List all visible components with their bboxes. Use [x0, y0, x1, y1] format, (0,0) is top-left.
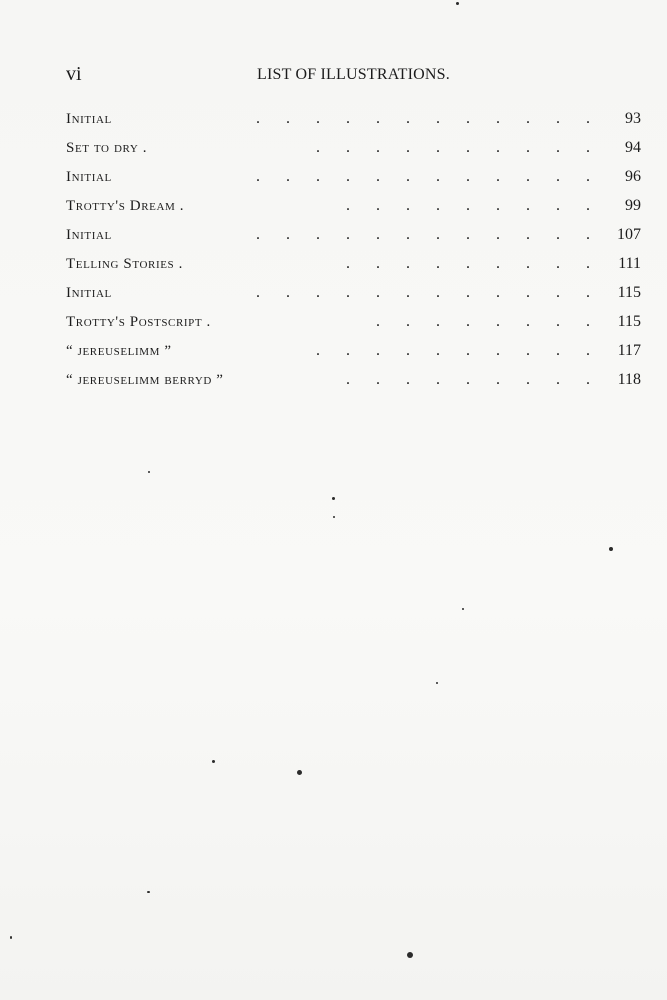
- entry-title: Telling Stories .: [66, 256, 183, 272]
- entry-page: 111: [618, 255, 641, 272]
- scan-speck: [436, 682, 438, 684]
- scan-speck: [456, 2, 459, 5]
- scan-speck: [147, 891, 150, 893]
- list-item: [66, 311, 641, 340]
- list-item: [66, 224, 641, 253]
- scan-speck: [407, 952, 413, 958]
- dot-leader: . . . . . . . . .: [346, 197, 601, 214]
- illustrations-list: [66, 108, 641, 398]
- entry-title: Trotty's Postscript .: [66, 314, 211, 330]
- list-item: [66, 253, 641, 282]
- dot-leader: . . . . . . . . . .: [316, 139, 601, 156]
- list-item: [66, 108, 641, 137]
- list-item: [66, 137, 641, 166]
- entry-title: “ jereuselimm ”: [66, 343, 172, 359]
- list-item: [66, 166, 641, 195]
- entry-title: Trotty's Dream .: [66, 198, 185, 214]
- list-item: [66, 340, 641, 369]
- entry-title: Set to dry .: [66, 140, 148, 156]
- entry-page: 115: [617, 313, 641, 330]
- scan-speck: [332, 497, 335, 500]
- entry-title: Initial: [66, 111, 112, 127]
- entry-page: 93: [625, 110, 641, 127]
- scan-speck: [609, 547, 613, 551]
- entry-page: 115: [617, 284, 641, 301]
- list-item: [66, 282, 641, 311]
- list-item: [66, 195, 641, 224]
- entry-page: 99: [625, 197, 641, 214]
- dot-leader: . . . . . . . . .: [346, 255, 601, 272]
- dot-leader: . . . . . . . . . . . .: [256, 226, 601, 243]
- scan-speck: [10, 936, 12, 939]
- dot-leader: . . . . . . . . . . . .: [256, 168, 601, 185]
- dot-leader: . . . . . . . . . . . .: [256, 110, 601, 127]
- scan-speck: [297, 770, 302, 775]
- entry-page: 96: [625, 168, 641, 185]
- entry-title: Initial: [66, 169, 112, 185]
- scan-speck: [462, 608, 464, 610]
- page-number: vi: [66, 63, 82, 85]
- scan-speck: [148, 471, 150, 473]
- page-header: [66, 62, 641, 86]
- entry-title: Initial: [66, 227, 112, 243]
- dot-leader: . . . . . . . . . .: [316, 342, 601, 359]
- dot-leader: . . . . . . . . . . . .: [256, 284, 601, 301]
- entry-page: 117: [617, 342, 641, 359]
- dot-leader: . . . . . . . .: [376, 313, 601, 330]
- running-head: LIST OF ILLUSTRATIONS.: [256, 66, 450, 83]
- entry-page: 94: [625, 139, 641, 156]
- entry-page: 107: [617, 226, 641, 243]
- entry-title: “ jereuselimm berryd ”: [66, 372, 224, 388]
- scan-speck: [333, 516, 335, 518]
- entry-title: Initial: [66, 285, 112, 301]
- scan-speck: [212, 760, 215, 763]
- dot-leader: . . . . . . . . .: [346, 371, 601, 388]
- entry-page: 118: [617, 371, 641, 388]
- list-item: [66, 369, 641, 398]
